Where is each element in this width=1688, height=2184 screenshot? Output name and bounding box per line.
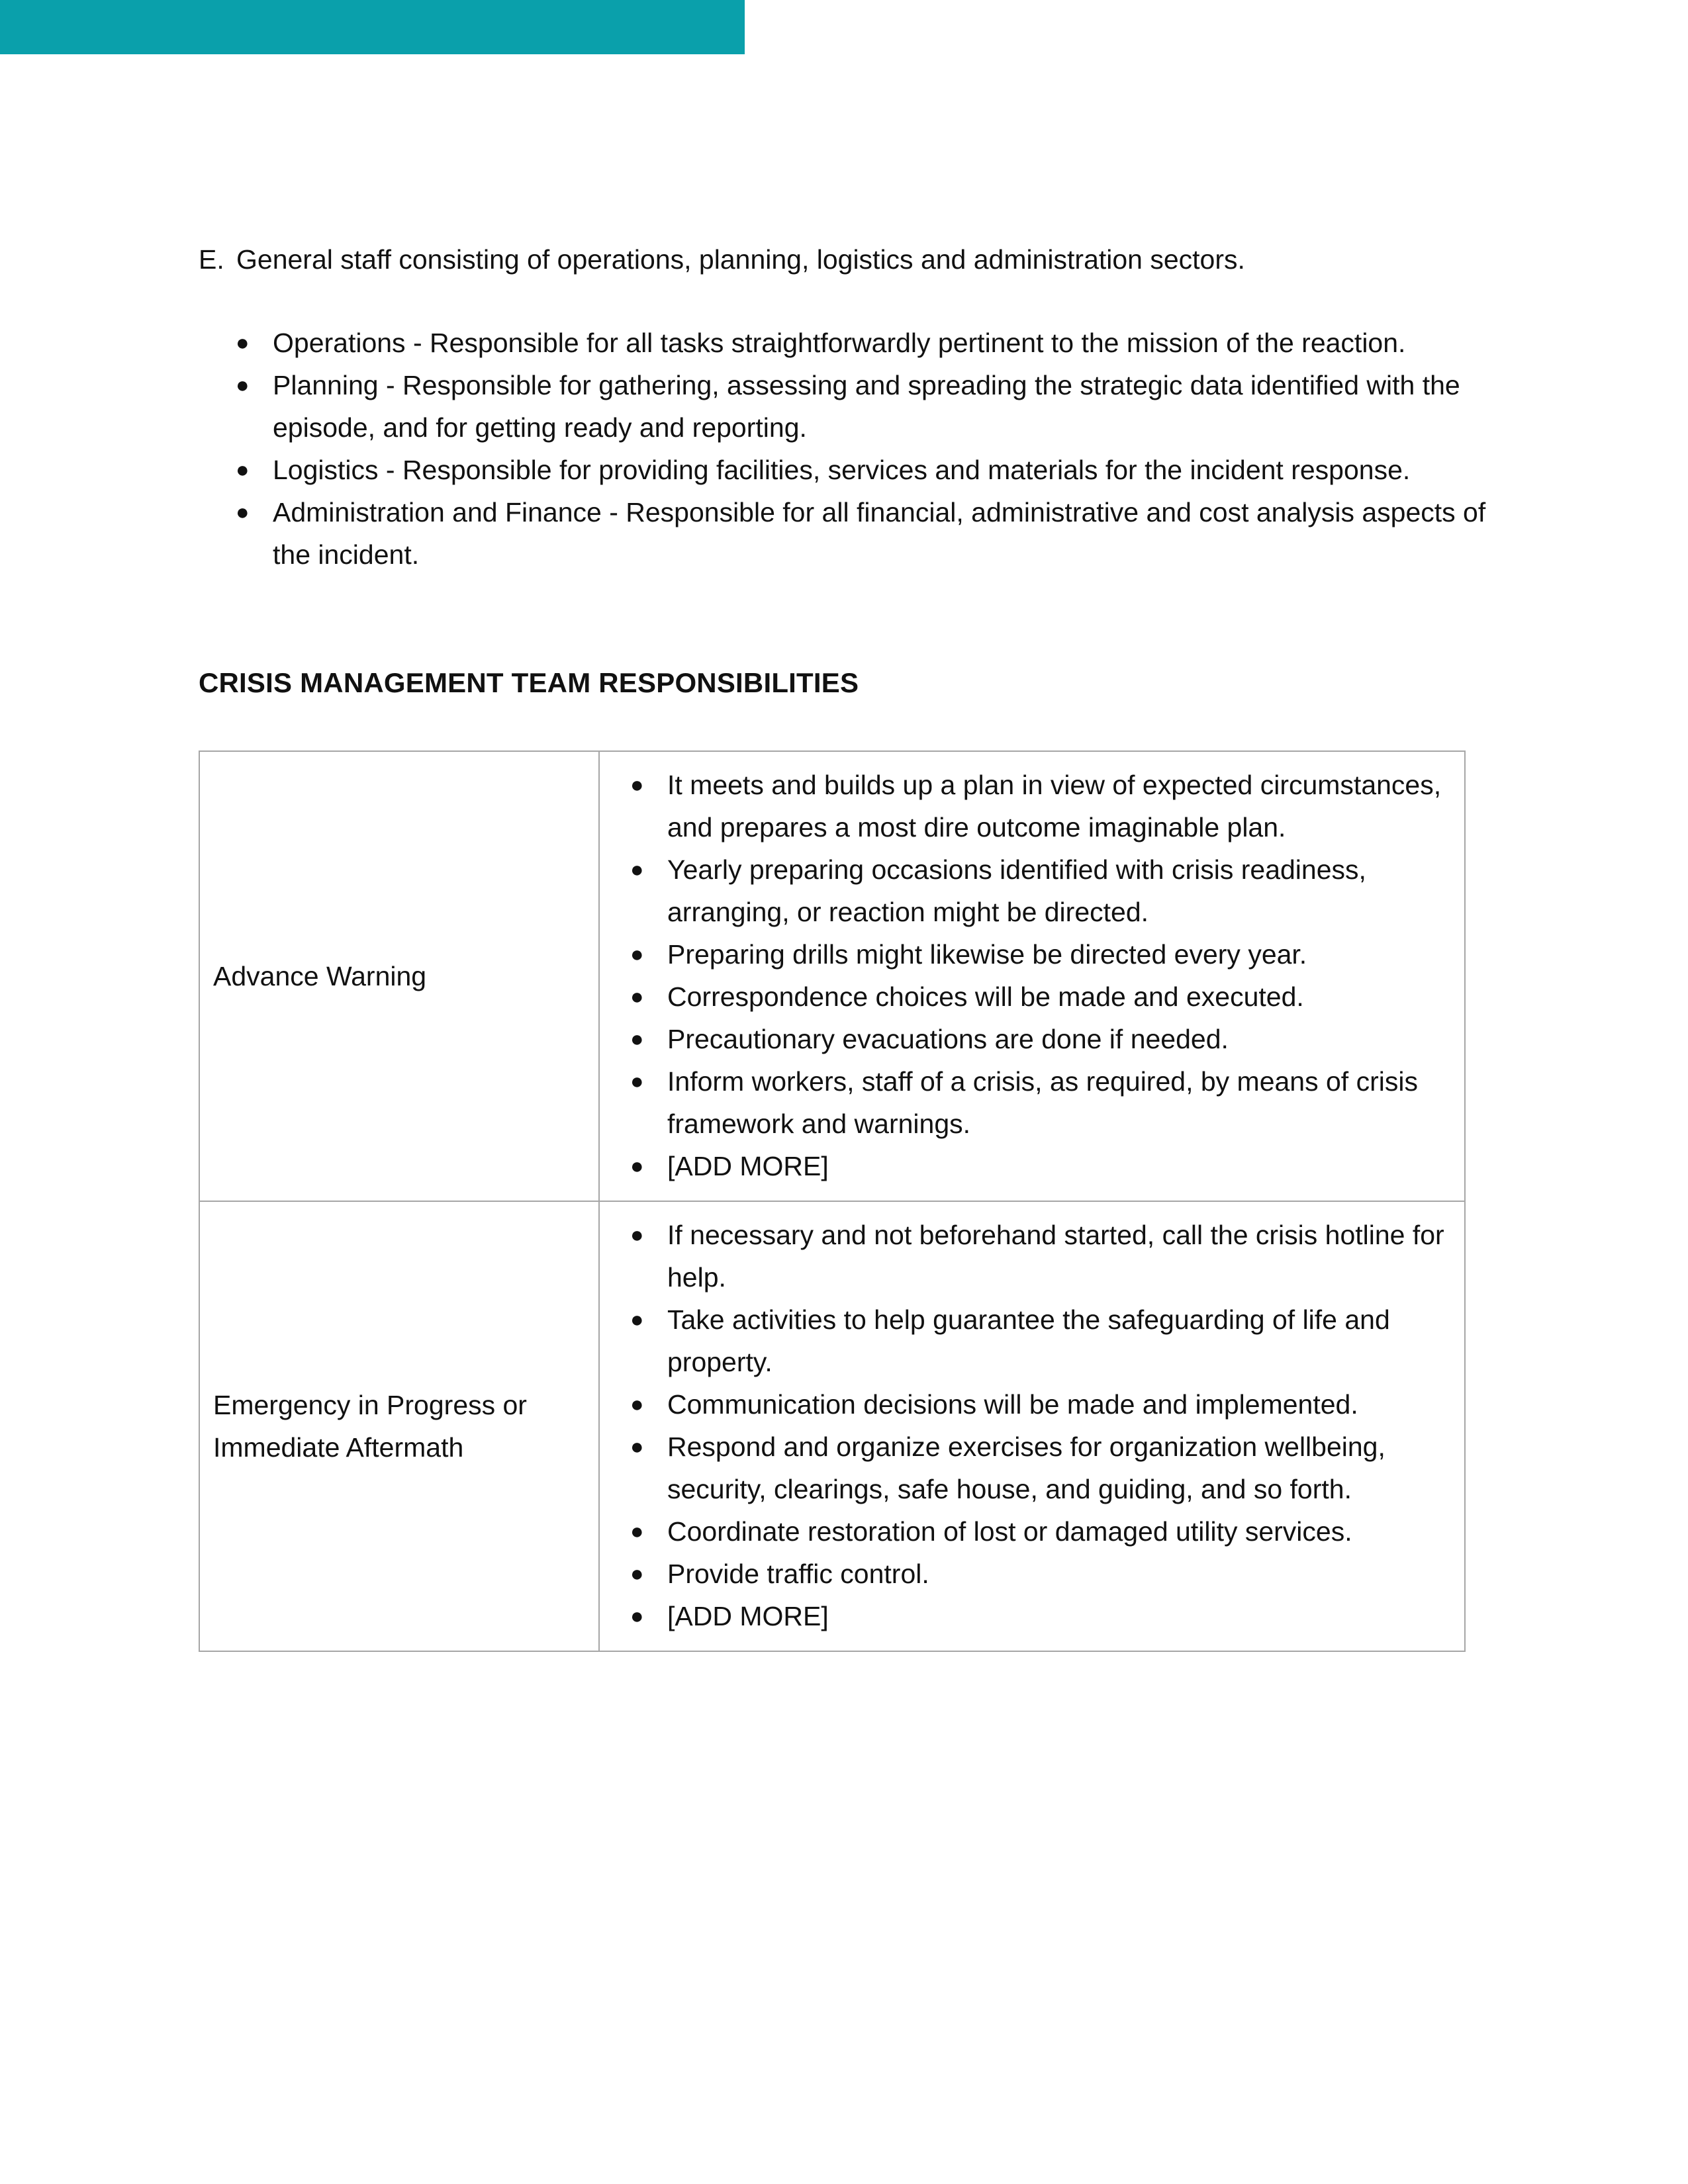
list-item (199, 449, 1496, 491)
responsibility-text: Yearly preparing occasions identified with crisis readiness, arranging, or reaction might be directed. (667, 854, 1366, 927)
bullet-icon: ● (630, 1604, 644, 1629)
bullet-icon: ● (630, 1069, 644, 1094)
list-item (630, 1060, 1448, 1145)
list-item (630, 1018, 1448, 1060)
list-item (630, 1214, 1448, 1298)
responsibility-text: Precautionary evacuations are done if needed. (667, 1024, 1229, 1054)
bullet-icon: ● (236, 500, 250, 525)
responsibility-text: It meets and builds up a plan in view of expected circumstances, and prepares a most dire outcome imaginable plan. (667, 770, 1442, 842)
list-item (630, 1383, 1448, 1426)
list-item (630, 764, 1448, 848)
list-item (630, 1426, 1448, 1510)
list-item (199, 322, 1496, 364)
row-label: Emergency in Progress or Immediate Aftermath (199, 1201, 599, 1651)
list-item (630, 933, 1448, 976)
responsibilities-table (199, 751, 1466, 1652)
list-item (630, 1298, 1448, 1383)
list-item (199, 364, 1496, 449)
page-content (199, 238, 1496, 1652)
responsibility-list (630, 764, 1448, 1187)
responsibility-text: Provide traffic control. (667, 1559, 929, 1589)
responsibility-text: Take activities to help guarantee the safeguarding of life and property. (667, 1304, 1390, 1377)
bullet-icon: ● (630, 1154, 644, 1179)
bullet-icon: ● (630, 1561, 644, 1586)
responsibility-list (630, 1214, 1448, 1637)
bullet-icon: ● (236, 373, 250, 398)
bullet-icon: ● (630, 1026, 644, 1052)
sector-text: Administration and Finance - Responsible for all financial, administrative and cost analysis aspects of the incident. (273, 497, 1486, 570)
table-row (199, 1201, 1465, 1651)
responsibility-text: [ADD MORE] (667, 1151, 829, 1181)
sector-text: Operations - Responsible for all tasks straightforwardly pertinent to the mission of the reaction. (273, 328, 1406, 358)
section-letter: E. (199, 244, 224, 275)
responsibility-text: Communication decisions will be made and implemented. (667, 1389, 1358, 1420)
responsibility-text: Inform workers, staff of a crisis, as required, by means of crisis framework and warnings. (667, 1066, 1418, 1139)
sector-list (199, 322, 1496, 576)
row-items-cell (599, 751, 1465, 1201)
responsibility-text: If necessary and not beforehand started, call the crisis hotline for help. (667, 1220, 1444, 1293)
list-item (630, 976, 1448, 1018)
bullet-icon: ● (630, 984, 644, 1009)
list-item (630, 848, 1448, 933)
responsibility-text: Respond and organize exercises for organization wellbeing, security, clearings, safe house, and guiding, and so forth. (667, 1432, 1385, 1504)
responsibility-text: Correspondence choices will be made and executed. (667, 981, 1304, 1012)
table-row (199, 751, 1465, 1201)
bullet-icon: ● (236, 457, 250, 482)
list-item (630, 1145, 1448, 1187)
sector-text: Logistics - Responsible for providing facilities, services and materials for the incident response. (273, 455, 1411, 485)
accent-bar (0, 0, 745, 54)
bullet-icon: ● (630, 772, 644, 797)
section-e (199, 238, 1496, 281)
bullet-icon: ● (630, 857, 644, 882)
row-items-cell (599, 1201, 1465, 1651)
bullet-icon: ● (630, 1307, 644, 1332)
section-text: General staff consisting of operations, planning, logistics and administration sectors. (236, 244, 1245, 275)
responsibility-text: Preparing drills might likewise be directed every year. (667, 939, 1307, 970)
bullet-icon: ● (630, 942, 644, 967)
bullet-icon: ● (630, 1519, 644, 1544)
bullet-icon: ● (630, 1392, 644, 1417)
section-heading: CRISIS MANAGEMENT TEAM RESPONSIBILITIES (199, 667, 859, 698)
responsibility-text: [ADD MORE] (667, 1601, 829, 1631)
bullet-icon: ● (630, 1434, 644, 1459)
bullet-icon: ● (630, 1222, 644, 1248)
list-item (630, 1595, 1448, 1637)
responsibility-text: Coordinate restoration of lost or damaged utility services. (667, 1516, 1352, 1547)
list-item (199, 491, 1496, 576)
list-item (630, 1553, 1448, 1595)
list-item (630, 1510, 1448, 1553)
bullet-icon: ● (236, 330, 250, 355)
row-label: Advance Warning (199, 751, 599, 1201)
sector-text: Planning - Responsible for gathering, assessing and spreading the strategic data identified with the episode, and for getting ready and reporting. (273, 370, 1460, 443)
